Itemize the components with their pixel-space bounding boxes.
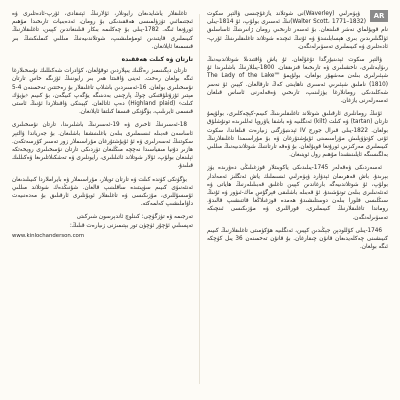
intro-paragraph: تاغلىقلار ياشايدىغان رايونلار، ئۇلارنىڭ ئېتىقادى، ئۆرپ-ئادەتلىرى ۋە ئىجتىمائىي تۈزۈلمىسى ھەققىدىكى بۇ رومان، ئەدەبىيات تارىخىدا مۇھىم ئورۇنغا ئىگە. 1782-يىلى بۇ چەكلىمە بىكار قىلىنغاندىن كېيىن، تاغلىقلارنىڭ كىيىملىرى قايتىدىن ئومۇملىشىپ، شوتلاندىيەنىڭ مىللىي كىملىكىنىڭ بىر قىسمىغا ئايلانغان. [12, 11, 193, 50]
paragraph: ۋېۋەرلىي (Waverley)نى شوتلاند يازغۇچىسى ۋالتېر سكوت (Walter Scott، 1771–1832)نىڭ ئەسىرى بولۇپ، ئۇ 1814-يىلى نام قويۇلماي نەشر قىلىنغان. بۇ ئەسەر تارىخىي رومان ژانىرىنىڭ ئاساسلىق ئۈلگىلىرىدىن بىرى ھېسابلىنىدۇ ۋە ئۇنىڭ ئىچىدە شوتلاند تاغلىقلىرىنىڭ ئۆرپ-ئادەتلىرى ۋە كىيىملىرى تەسۋىرلەنگەن. [207, 11, 388, 50]
contact-line: تەپسىلىي ئۇچۇر ئۈچۈن تور بېتىمىزنى زىيارەت قىلىڭ: [69, 222, 193, 229]
paragraph: 1746-يىلى كۇللودېن جېڭىدىن كېيىن، ئەنگلىيە ھۆكۈمىتى تاغلىقلارنىڭ كىيىم كىيىشىنى چەكلەيدىغان قانۇن چىقارغان. بۇ قانۇن تەخمىنەن 36 يىل كۈچكە ئىگە بولغان. [207, 227, 388, 251]
language-badge: AR [370, 10, 388, 22]
document-page [12, 10, 388, 390]
paragraph: تارتان دېگىنىمىز رەڭلىك يىپلاردىن توقۇلغان، كۋادرات شەكىللىك نۇسخىلارغا ئىگە بولغان رەخت. ئەينى ۋاقىتتا ھەر بىر رايوننىڭ ئۆزىگە خاس تارتان نۇسخىلىرى بولغان. 16-ئەسىردىن باشلاپ تاغلىقلار بۇ رەختتىن تەخمىنەن 4-5 مېتىر ئۇزۇنلۇقتىكى چوڭ پارچىنى بەدىنىگە يۆگەپ كىيگەن، بۇ كىيىم ‹بۈيۈك كىلت› (Highland plaid) دەپ ئاتالغان. كېيىنكى ۋاقىتلاردا ئۇنىڭ ئاستى قىسمى ئايرىلىپ، بۈگۈنكى قىسقا كىلتقا ئايلانغان. [12, 68, 193, 116]
paragraph: ئەسەردىكى ۋەقەلەر 1745-يىلىدىكى ياكوبىتلار قوزغىلىڭى دەۋرىدە يۈز بېرىدۇ. باش قەھرىمان ئېدۋارد ۋېۋەرلىي ئىسىملىك ياش ئەنگلىز ئەمەلدار بولۇپ، ئۇ شوتلاندىيەگە بارغاندىن كېيىن تاغلىق قەبىلىلەرنىڭ ھاياتى ۋە ئەنئەنىلىرى بىلەن تونۇشىدۇ. ئۇ قەبىلە باشلىقى فېرگۇس ماك-ئىۋور ۋە ئۇنىڭ سىڭلىسى فلورا بىلەن دوستلىشىدۇ ھەمدە قوزغىلاڭغا قاتنىشىپ قالىدۇ. روماندا تاغلىقلارنىڭ كىيىملىرى، قوراللىرى ۋە مۇزىكىسى ئىنچىكە تەسۋىرلەنگەن. [207, 165, 388, 221]
paragraph: 18-ئەسىرنىڭ ئاخىرى ۋە 19-ئەسىرنىڭ باشلىرىدا، تارتان نۇسخىلىرى ئاساسەن قەبىلە ئىسىملىرى بىلەن باغلىنىشقا باشلىغان. بۇ جەرياندا ۋالتېر سكوتنىڭ ئەسەرلىرى ۋە ئۇ ئۇيۇشتۇرغان مۇراسىملار زور تەسىر كۆرسەتكەن. ھازىر دۇنيا مىقياسىدا نەچچە مىڭلىغان تۈردىكى تارتان نۇسخىلىرى رويخەتكە ئېلىنغان بولۇپ، ئۇلار شوتلاند ئائىلىلىرى، رايونلىرى ۋە تەشكىلاتلىرىغا ۋەكىللىك قىلىدۇ. [12, 122, 193, 170]
paragraph: بۈگۈنكى كۈندە كىلت ۋە تارتان تويلار، مۇراسىملار ۋە بايراملاردا كىيىلىدىغان ئەنئەنىۋى كىيىم سۈپىتىدە ساقلىنىپ قالغان. شۇنىڭدەك شوتلاند مىللىي ئۇسسۇللىرى، مۇزىكىسى ۋە تاغلىقلار ئويۇنلىرى ئارقىلىق بۇ مەدەنىيەت داۋاملىشىپ كەلمەكتە. [12, 176, 193, 208]
left-column [12, 10, 193, 390]
paragraph: ۋالتېر سكوت ئېدىنبۇرگدا تۇغۇلغان. ئۇ ياش ۋاقتىدىلا شوتلاندىيەنىڭ رىۋايەتلىرى، ناخشىلىرى ۋە تارىخىغا قىزىققان. 1800-يىللارنىڭ باشلىرىدا ئۇ شېئىرلىرى بىلەن مەشھۇر بولغان، بولۇپمۇ "The Lady of the Lake" (1810) ناملىق شېئىرىي ئەسىرى ناھايىتى كەڭ تارقالغان. كېيىن ئۇ نەسر شەكلىدىكى رومانلارغا يۈزلىنىپ، تارىخىي ۋەقەلەرنى ئاساس قىلغان ئەسەرلەرنى يازغان. [207, 57, 388, 105]
section-heading: تارتان ۋە كىلت ھەققىدە [121, 56, 193, 64]
paragraph: ئۇنىڭ رومانلىرى ئارقىلىق شوتلاند تاغلىقلىرىنىڭ كىيىم-كېچەكلىرى، بولۇپمۇ تارتان (tartan) ۋە كىلت (kilt) ئەنگلىيە ۋە باشقا ياۋروپا ئەللىرىدە تونۇشلۇق بولغان. 1822-يىلى قىرال جورج IV ئېدىنبۇرگنى زىيارەت قىلغاندا، سكوت ئۇنى كۈتۈۋېلىش مۇراسىمىنى ئۇيۇشتۇرغان ۋە بۇ مۇراسىمدا تاغلىقلارنىڭ كىيىملىرى مەركىزىي ئورۇنغا قويۇلغان. بۇ ۋەقە تارتاننىڭ شوتلاندىيەنىڭ مىللىي بەلگىسىگە ئايلىنىشىدا مۇھىم رول ئوينىغان. [207, 111, 388, 159]
right-column [207, 10, 388, 390]
credit-line: تەرجىمە ۋە تۈزگۈچى: كىنلوچ ئاندېرسون شىركىتى [76, 214, 193, 221]
website-link[interactable]: www.kinlochanderson.com [12, 232, 85, 239]
